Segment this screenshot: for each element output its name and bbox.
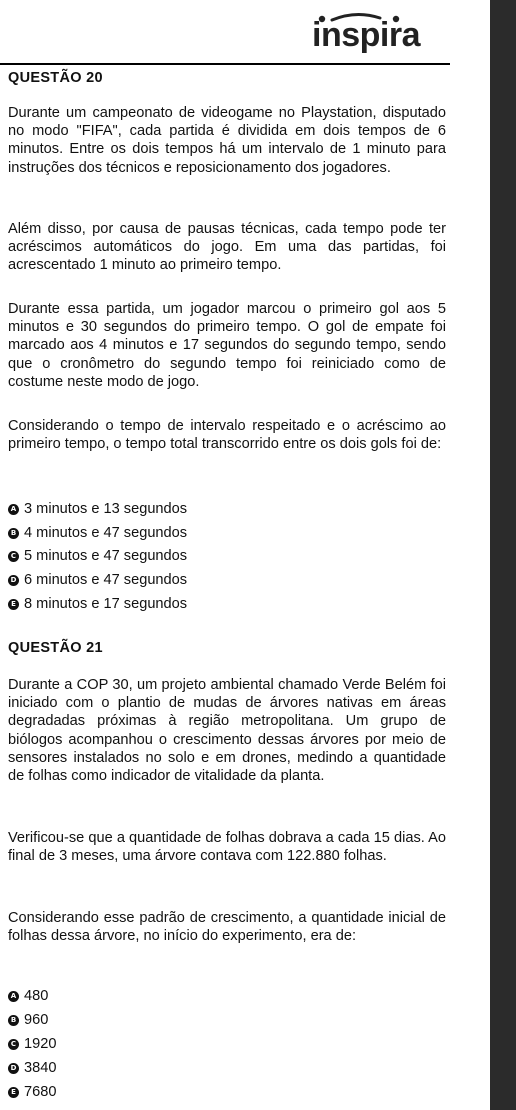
question-20-option-c[interactable] bbox=[8, 546, 187, 566]
option-label: 960 bbox=[24, 1012, 49, 1028]
question-21-option-c[interactable] bbox=[8, 1034, 56, 1054]
question-20-paragraph-1: Durante um campeonato de videogame no Playstation, disputado no modo "FIFA", cada partida é dividida em dois tempos de 6 minutos. Entre os dois tempos há um intervalo de 1 minuto para instruções dos técnicos e reposicionamento dos jogadores. bbox=[8, 105, 446, 176]
question-20-option-e[interactable] bbox=[8, 594, 187, 614]
option-b-marker-icon: B bbox=[8, 528, 19, 539]
question-21-option-a[interactable] bbox=[8, 986, 48, 1006]
question-20-title: QUESTÃO 20 bbox=[8, 70, 103, 86]
question-20-paragraph-3: Durante essa partida, um jogador marcou o primeiro gol aos 5 minutos e 30 segundos do primeiro tempo. O gol de empate foi marcado aos 4 minutos e 17 segundos do segundo tempo, sendo que o cronômetro do segundo tempo foi reiniciado como de costume neste modo de jogo. bbox=[8, 301, 446, 390]
option-e-marker-icon: E bbox=[8, 1087, 19, 1098]
question-21-option-d[interactable] bbox=[8, 1058, 56, 1078]
option-c-marker-icon: C bbox=[8, 551, 19, 562]
option-label: 4 minutos e 47 segundos bbox=[24, 525, 188, 541]
option-a-marker-icon: A bbox=[8, 991, 19, 1002]
question-21-option-b[interactable] bbox=[8, 1010, 48, 1030]
option-b-marker-icon: B bbox=[8, 1015, 19, 1026]
option-label: 3 minutos e 13 segundos bbox=[24, 501, 188, 517]
question-21-paragraph-2: Verificou-se que a quantidade de folhas dobrava a cada 15 dias. Ao final de 3 meses, uma árvore contava com 122.880 folhas. bbox=[8, 830, 446, 865]
scrollbar[interactable] bbox=[490, 0, 516, 1110]
option-label: 480 bbox=[24, 988, 49, 1004]
option-label: 7680 bbox=[24, 1084, 57, 1100]
option-label: 6 minutos e 47 segundos bbox=[24, 572, 188, 588]
question-21-option-e[interactable] bbox=[8, 1082, 56, 1102]
option-label: 3840 bbox=[24, 1060, 57, 1076]
option-label: 5 minutos e 47 segundos bbox=[24, 548, 188, 564]
question-20-option-b[interactable] bbox=[8, 523, 187, 543]
option-e-marker-icon: E bbox=[8, 599, 19, 610]
question-21-paragraph-3: Considerando esse padrão de crescimento, a quantidade inicial de folhas dessa árvore, no início do experimento, era de: bbox=[8, 910, 446, 945]
question-21-title: QUESTÃO 21 bbox=[8, 640, 103, 656]
brand-logo: inspira bbox=[312, 16, 420, 54]
option-c-marker-icon: C bbox=[8, 1039, 19, 1050]
option-label: 8 minutos e 17 segundos bbox=[24, 596, 188, 612]
option-d-marker-icon: D bbox=[8, 1063, 19, 1074]
option-d-marker-icon: D bbox=[8, 575, 19, 586]
question-21-paragraph-1: Durante a COP 30, um projeto ambiental chamado Verde Belém foi iniciado com o plantio de mudas de árvores nativas em áreas degradadas próximas à região metropolitana. Um grupo de biólogos acompanhou o crescimento dessas árvores por meio de sensores instalados no solo e em drones, medindo a quantidade de folhas como indicador de vitalidade da planta. bbox=[8, 677, 446, 785]
question-20-paragraph-2: Além disso, por causa de pausas técnicas, cada tempo pode ter acréscimos automáticos do jogo. Em uma das partidas, foi acrescentado 1 minuto ao primeiro tempo. bbox=[8, 221, 446, 274]
question-20-option-d[interactable] bbox=[8, 570, 187, 590]
header-rule bbox=[0, 63, 450, 65]
option-label: 1920 bbox=[24, 1036, 57, 1052]
option-a-marker-icon: A bbox=[8, 504, 19, 515]
question-20-paragraph-4: Considerando o tempo de intervalo respeitado e o acréscimo ao primeiro tempo, o tempo total transcorrido entre os dois gols foi de: bbox=[8, 418, 446, 453]
question-20-option-a[interactable] bbox=[8, 499, 187, 519]
